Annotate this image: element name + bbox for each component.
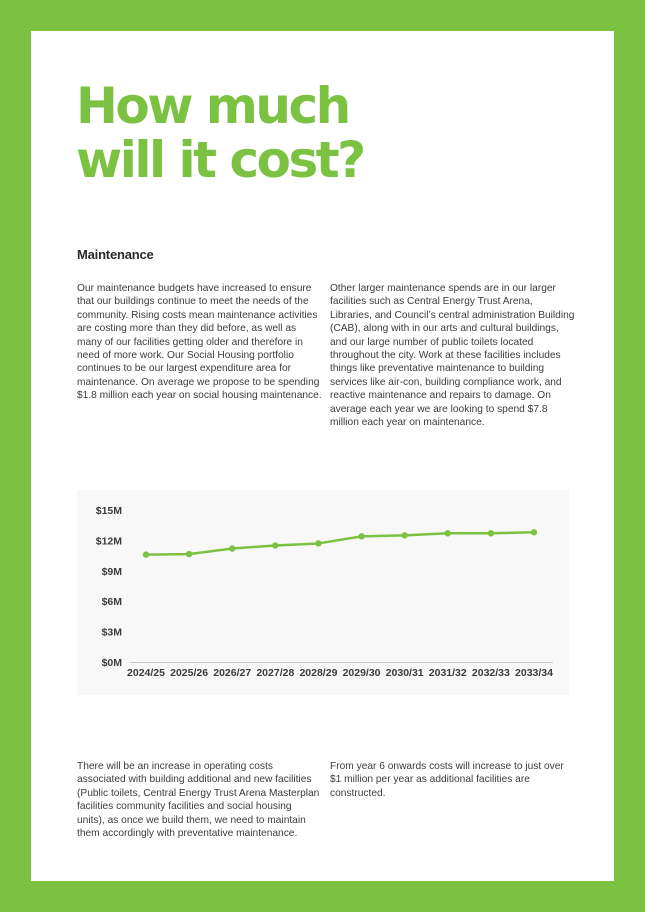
y-tick-label: $9M — [101, 565, 122, 578]
page-title — [76, 79, 364, 187]
data-point — [143, 551, 149, 557]
title-line-1: How much — [76, 77, 349, 135]
section-title: Maintenance — [77, 247, 154, 262]
title-line-2: will it cost? — [76, 131, 364, 189]
data-point — [488, 530, 494, 536]
paragraph-right-top: Other larger maintenance spends are in our larger facilities such as Central Energy Trust Arena, Libraries, and Council’s central administration Building (CAB), along with in our arts and cultural buildings, and our large number of public toilets located throughout the city. Work at these facilities includes things like preventative maintenance to building services like air-con, building compliance work, and reactive maintenance and repairs to damage. On average each year we are looking to spend $7.8 million each year on maintenance. — [330, 283, 575, 429]
maintenance-cost-chart — [77, 490, 569, 695]
x-tick-label: 2024/25 — [127, 667, 165, 679]
paragraph-right-bottom: From year 6 onwards costs will increase to just over $1 million per year as additional facilities are constructed. — [330, 761, 564, 799]
y-tick-label: $0M — [101, 657, 122, 669]
paragraph-left-top: Our maintenance budgets have increased to ensure that our buildings continue to meet the needs of the community. Rising costs mean maintenance activities are costing more than they did before, as well as many of our facilities getting older and therefore in need of more work. Our Social Housing portfolio continues to be our largest expenditure area for maintenance. On average we propose to be spending $1.8 million each year on social housing maintenance. — [77, 283, 322, 402]
page — [31, 31, 614, 881]
chart-svg — [77, 490, 569, 695]
x-tick-label: 2033/34 — [515, 667, 553, 679]
data-point — [315, 540, 321, 546]
data-point — [531, 529, 537, 535]
series-line — [146, 532, 534, 554]
data-point — [401, 532, 407, 538]
x-tick-label: 2027/28 — [256, 667, 295, 679]
paragraph-left-bottom: There will be an increase in operating costs associated with building additional and new facilities (Public toilets, Central Energy Trust Arena Masterplan facilities community facilities and social housing units), as once we build them, we need to maintain them accordingly with preventative maintenance. — [77, 761, 320, 840]
data-point — [186, 551, 192, 557]
data-point — [445, 530, 451, 536]
x-tick-label: 2026/27 — [213, 667, 252, 679]
x-tick-label: 2031/32 — [428, 667, 467, 679]
y-tick-label: $6M — [101, 596, 122, 609]
x-tick-label: 2032/33 — [471, 667, 510, 679]
data-point — [272, 542, 278, 548]
x-tick-label: 2029/30 — [342, 667, 381, 679]
data-point — [358, 533, 364, 539]
y-tick-label: $12M — [95, 535, 122, 548]
x-tick-label: 2025/26 — [170, 667, 209, 679]
x-tick-label: 2030/31 — [385, 667, 424, 679]
y-tick-label: $3M — [101, 626, 122, 639]
x-tick-label: 2028/29 — [299, 667, 338, 679]
data-point — [229, 545, 235, 551]
y-tick-label: $15M — [95, 505, 122, 517]
